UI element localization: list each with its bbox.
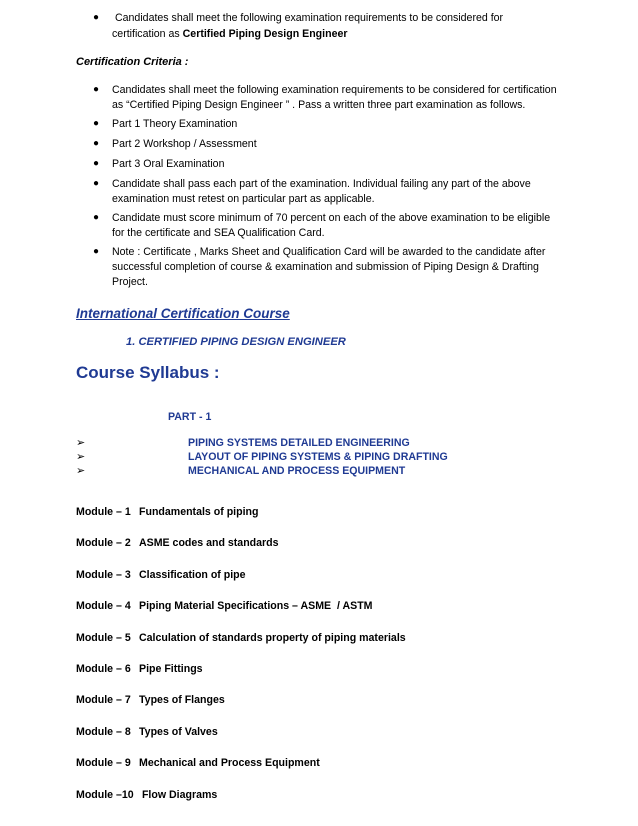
arrow-bullet-icon: ➢: [76, 451, 86, 463]
criteria-item-line: for the certificate and SEA Qualification Card.: [112, 227, 325, 239]
arrow-bullet-icon: ➢: [76, 437, 86, 449]
module-title: Calculation of standards property of piping materials: [139, 632, 406, 644]
module-number: Module – 4: [76, 600, 131, 612]
module-row: [76, 600, 373, 612]
module-title: Classification of pipe: [139, 569, 246, 581]
module-row: [76, 726, 218, 738]
module-row: [76, 569, 246, 581]
bullet-icon: ●: [93, 178, 100, 189]
criteria-item-line: examination must retest on particular part as applicable.: [112, 193, 375, 205]
module-row: [76, 506, 258, 518]
module-number: Module – 8: [76, 726, 131, 738]
arrow-bullet-icon: ➢: [76, 465, 86, 477]
criteria-item-line: Part 3 Oral Examination: [112, 158, 225, 170]
part-topic: MECHANICAL AND PROCESS EQUIPMENT: [188, 465, 406, 477]
criteria-item-line: Candidates shall meet the following examination requirements to be considered for certification: [112, 84, 557, 96]
module-number: Module – 3: [76, 569, 131, 581]
criteria-item-line: as “Certified Piping Design Engineer ” . Pass a written three part examination as follows.: [112, 99, 526, 111]
module-title: ASME codes and standards: [139, 537, 279, 549]
module-title: Types of Flanges: [139, 694, 225, 706]
module-title: Mechanical and Process Equipment: [139, 757, 320, 769]
module-title: Fundamentals of piping: [139, 506, 259, 518]
intro-line-2-text: certification as: [112, 28, 183, 40]
bullet-icon: ●: [93, 84, 100, 95]
part-topic: PIPING SYSTEMS DETAILED ENGINEERING: [188, 437, 410, 449]
international-heading: International Certification Course: [76, 306, 290, 321]
module-number: Module – 1: [76, 506, 131, 518]
bullet-icon: ●: [93, 158, 100, 169]
module-number: Module – 9: [76, 757, 131, 769]
course-title: 1. CERTIFIED PIPING DESIGN ENGINEER: [126, 336, 346, 348]
bullet-icon: ●: [93, 138, 100, 149]
part-label: PART - 1: [168, 411, 212, 423]
module-row: [76, 632, 406, 644]
module-row: [76, 537, 279, 549]
criteria-item-line: successful completion of course & examination and submission of Piping Design & Drafting: [112, 261, 539, 273]
module-number: Module –10: [76, 789, 134, 801]
module-number: Module – 6: [76, 663, 131, 675]
part-topic: LAYOUT OF PIPING SYSTEMS & PIPING DRAFTING: [188, 451, 448, 463]
module-title: Pipe Fittings: [139, 663, 203, 675]
criteria-item-line: Candidate must score minimum of 70 percent on each of the above examination to be eligible: [112, 212, 551, 224]
module-row: [76, 663, 203, 675]
bullet-icon: ●: [93, 212, 100, 223]
module-row: [76, 694, 225, 706]
module-number: Module – 5: [76, 632, 131, 644]
intro-line-1: Candidates shall meet the following examination requirements to be considered for: [115, 12, 504, 24]
module-row: [76, 789, 217, 801]
module-number: Module – 7: [76, 694, 131, 706]
criteria-item-line: Project.: [112, 276, 148, 288]
criteria-item-line: Part 2 Workshop / Assessment: [112, 138, 257, 150]
intro-emphasis: Certified Piping Design Engineer: [182, 28, 348, 40]
bullet-icon: ●: [93, 118, 100, 129]
bullet-icon: ●: [93, 12, 100, 23]
module-title: Piping Material Specifications – ASME / ASTM: [139, 600, 373, 612]
module-title: Types of Valves: [139, 726, 218, 738]
intro-line-2: [112, 27, 347, 42]
criteria-item-line: Part 1 Theory Examination: [112, 118, 238, 130]
criteria-heading: Certification Criteria :: [76, 56, 189, 68]
module-title: Flow Diagrams: [139, 789, 218, 801]
criteria-item-line: Candidate shall pass each part of the examination. Individual failing any part of the above: [112, 178, 531, 190]
bullet-icon: ●: [93, 246, 100, 257]
module-row: [76, 757, 320, 769]
module-number: Module – 2: [76, 537, 131, 549]
syllabus-heading: Course Syllabus :: [76, 363, 220, 382]
criteria-item-line: Note : Certificate , Marks Sheet and Qualification Card will be awarded to the candidate after: [112, 246, 546, 258]
